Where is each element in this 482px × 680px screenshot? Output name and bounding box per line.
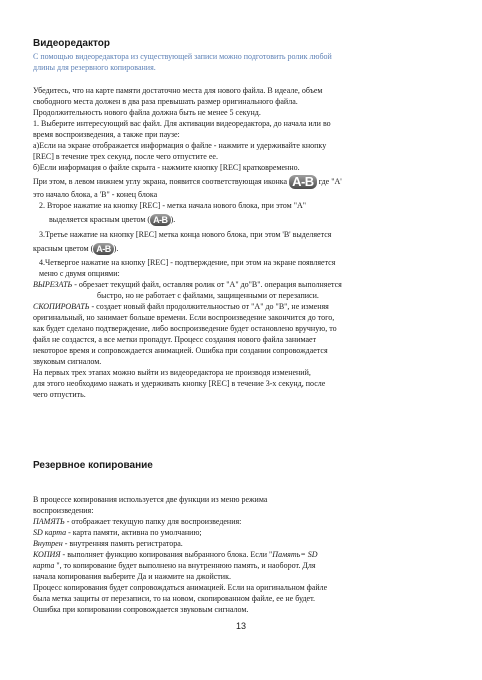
text-fragment: ). xyxy=(170,215,176,224)
text-fragment: ). xyxy=(113,244,119,254)
option-text: - карта памяти, активна по умолчанию; xyxy=(66,528,202,537)
icon-text-line: красным цветом ( A-B ). xyxy=(33,244,119,255)
text-line: как будет сделано подтверждение, либо воспроизведение будет остановлено вручную, то xyxy=(33,324,337,334)
text-line: для этого необходимо нажать и удерживать кнопку [REC] в течение 3-х секунд, после xyxy=(33,379,326,389)
text-line: 4.Четвергое нажатие на кнопку [REC] - подтверждение, при этом на экране появляется xyxy=(39,258,336,268)
option-text: - создает новый файл продолжительностью от "A" до "B", не изменяя xyxy=(89,302,329,312)
option-text: - выполняет функцию копирования выбранного блока. Если " xyxy=(60,550,273,559)
option-quote: карта xyxy=(33,561,55,570)
option-text: - внутренняя память регистратора. xyxy=(62,539,183,548)
option-term: СКОПИРОВАТЬ xyxy=(33,302,90,312)
text-line: время воспроизведения, а также при паузе: xyxy=(33,130,180,139)
text-fragment: При этом, в левом нижнем углу экрана, появится соответствующая иконка xyxy=(33,176,288,186)
text-line: воспроизведения: xyxy=(33,506,94,515)
icon-text-line: выделяется красным цветом ( A-B ). xyxy=(49,215,176,226)
text-line: меню с двумя опциями: xyxy=(39,269,120,279)
option-text: - обрезает текущий файл, оставляя ролик от "A" до"B". операция выполняется xyxy=(72,280,342,290)
text-fragment: где "A' xyxy=(318,176,342,186)
text-line xyxy=(33,560,453,571)
menu-item-copy xyxy=(33,549,453,560)
text-line: Процесс копирования будет сопровождаться анимацией. Если на оригинальном файле xyxy=(33,583,328,592)
text-line: На первых трех этапах можно выйти из видеоредактора не производя изменений, xyxy=(33,368,311,378)
text-line: а)Если на экране отображается информация о файле - нажмите и удерживайте кнопку xyxy=(33,141,327,150)
text-line: звуковым сигналом. xyxy=(33,357,102,367)
menu-item-memory xyxy=(33,516,453,527)
option-term: Внутрен xyxy=(33,539,63,548)
section-lead xyxy=(33,51,453,73)
menu-item-internal xyxy=(33,538,453,549)
text-line: [REC] в течение трех секунд, после чего отпустите ее. xyxy=(33,152,218,161)
section-title-backup: Резервное копирование xyxy=(33,460,153,471)
text-line: В процессе копирования используется две функции из меню режима xyxy=(33,495,268,504)
document-page xyxy=(33,38,453,614)
option-term: КОПИЯ xyxy=(33,550,61,559)
text-line: 1. Выберите интересующий вас файл. Для активации видеоредактора, до начала или во xyxy=(33,119,331,128)
ab-icon-red-b: A-B xyxy=(93,243,114,255)
option-text: - отображает текущую папку для воспроизведения: xyxy=(64,517,242,526)
text-fragment: выделяется красным цветом xyxy=(49,215,146,224)
option-copy xyxy=(33,301,453,312)
option-quote: Память= SD xyxy=(272,550,318,559)
section-title-video-editor: Видеоредактор xyxy=(33,38,110,49)
text-line: файл не создастся, а все метки пропадут. Процесс создания нового файла занимает xyxy=(33,335,317,345)
ab-icon: A-B xyxy=(289,175,317,189)
text-line: начала копирования выберите Да и нажмите на джойстик. xyxy=(33,572,231,581)
lead-line: С помощью видеоредактора из существующей записи можно подготовить ролик любой xyxy=(33,52,332,61)
ab-icon-red-a: A-B xyxy=(150,214,171,226)
text-line: некоторое время и сопровождается анимацией. Ошибка при создании сопровождается xyxy=(33,346,328,356)
option-term: ВЫРЕЗАТЬ xyxy=(33,280,73,290)
menu-item-sd xyxy=(33,527,453,538)
text-line: б)Если информация о файле скрыта - нажмите кнопку [REC] кратковременно. xyxy=(33,163,300,172)
text-line: была метка защиты от перезаписи, то на новом, скопированном файле, ее не будет. xyxy=(33,594,316,603)
backup-section xyxy=(33,494,453,615)
text-line: быстро, но не работает с файлами, защищенными от перезаписи. xyxy=(97,291,319,301)
text-line: 3.Третье нажатие на кнопку [REC] метка конца нового блока, при этом 'B' выделяется xyxy=(39,230,332,240)
option-term: SD карта xyxy=(33,528,67,537)
option-cut xyxy=(33,279,453,290)
icon-text-line xyxy=(33,175,453,189)
page-number: 13 xyxy=(235,621,246,631)
text-line: Убедитесь, что на карте памяти достаточно места для нового файла. В идеале, объем xyxy=(33,86,323,95)
text-line: оригинальный, но занимает больше времени. Если воспроизведение закончится до того, xyxy=(33,313,335,323)
option-term: ПАМЯТЬ xyxy=(33,517,65,526)
text-fragment: красным цветом xyxy=(33,244,89,254)
text-line: Продолжительность нового файла должна быть не менее 5 секунд. xyxy=(33,108,261,117)
text-line: 2. Второе нажатие на кнопку [REC] - метка начала нового блока, при этом "А" xyxy=(39,201,307,210)
text-line: это начало блока, а 'B" - конец блока xyxy=(33,190,158,199)
lead-line: длины для резервного копирования. xyxy=(33,63,156,72)
text-line: Ошибка при копировании сопровождается звуковым сигналом. xyxy=(33,605,249,614)
text-line: свободного места должен в два раза превышать размер оригинального файла. xyxy=(33,97,298,106)
text-line: чего отпустить. xyxy=(33,390,86,400)
option-text: ", то копирование будет выполнено на внутреннюю память, и наоборот. Для xyxy=(54,561,316,570)
